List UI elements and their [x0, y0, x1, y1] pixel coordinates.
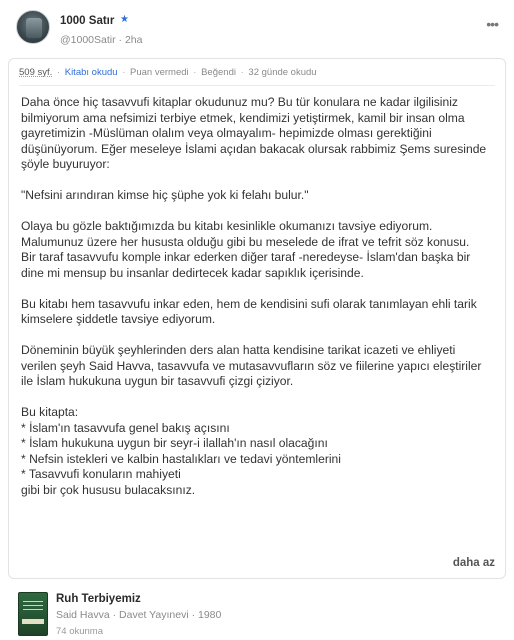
review-text [21, 95, 499, 498]
book-title[interactable]: Ruh Terbiyemiz [56, 593, 141, 605]
review-card [8, 58, 506, 579]
verified-badge-icon: ★ [120, 14, 129, 25]
more-options-icon[interactable]: ••• [486, 16, 498, 32]
separator: · [193, 67, 197, 78]
liked-status: Beğendi [201, 67, 236, 78]
reading-status: Kitabı okudu [64, 67, 118, 78]
book-cover[interactable] [18, 592, 48, 636]
book-author-publisher: Said Havva · Davet Yayınevi · 1980 [56, 609, 222, 621]
user-name[interactable]: 1000 Satır [60, 15, 115, 27]
page-count[interactable]: 509 syf. [19, 67, 53, 78]
book-info[interactable] [8, 584, 506, 640]
show-less-link[interactable]: daha az [452, 557, 495, 569]
divider [19, 85, 495, 86]
review-list: Bu kitapta: * İslam'ın tasavvufa genel bakış açısını * İslam hukukuna uygun bir seyr-i ilallah'ın nasıl olacağını * Nefsin istekleri ve kalbin hastalıkları ve tedavi yöntemlerini * Tasavvufi konuların mahiyeti gibi bir çok hususu bulacaksınız. [21, 405, 341, 497]
reading-duration: 32 günde okudu [248, 67, 317, 78]
review-paragraph: Daha önce hiç tasavvufi kitaplar okudunuz mu? Bu tür konulara ne kadar ilgilisiniz bilmiyorum ama nefsimizi terbiye etmek, kendimizi yetiştirmek, kamil bir insan olma gayretimizin -Müslüman olalım veya olmayalım- hepimizde olması gerektiğini düşünüyorum. Eğer meseleye İslami açıdan bakacak olursak rabbimiz Şems suresinde şöyle buyuruyor: [21, 95, 487, 171]
reading-stats [19, 67, 317, 78]
review-paragraph: Döneminin büyük şeyhlerinden ders alan hatta kendisine tarikat icazeti ve ehliyeti verilen şeyh Said Havva, tasavvufa ve mutasavvufların söz ve fiilerine yapıcı eleştiriler ile İslam hukukuna uygun bir tasavvufi çizgi çiziyor. [21, 343, 482, 388]
separator: · [56, 67, 61, 78]
review-paragraph: Bu kitabı hem tasavvufu inkar eden, hem de kendisini sufi olarak tanımlayan ehli tarik kimselere şiddetle tavsiye ediyorum. [21, 296, 477, 326]
rating-status: Puan vermedi [130, 67, 189, 78]
separator: · [122, 67, 126, 78]
review-paragraph: Olaya bu gözle baktığımızda bu kitabı kesinlikle okumanızı tavsiye ediyorum. Malumunuz üzere her hususta olduğu gibi bu meselede de ifrat ve tefrit söz konusu. Bir taraf tasavvufu komple inkar ederken diğer taraf -neredeyse- İslam'dan başka bir dine mi mensup bu insanlar dedirtecek kadar sapıklık içerisinde. [21, 219, 471, 280]
book-read-count: 74 okunma [56, 626, 104, 637]
post-header [8, 6, 506, 52]
user-handle-time: @1000Satir · 2ha [60, 34, 143, 46]
review-quote: "Nefsini arındıran kimse hiç şüphe yok ki felahı bulur." [21, 188, 309, 202]
user-avatar[interactable] [16, 10, 50, 44]
separator: · [240, 67, 244, 78]
